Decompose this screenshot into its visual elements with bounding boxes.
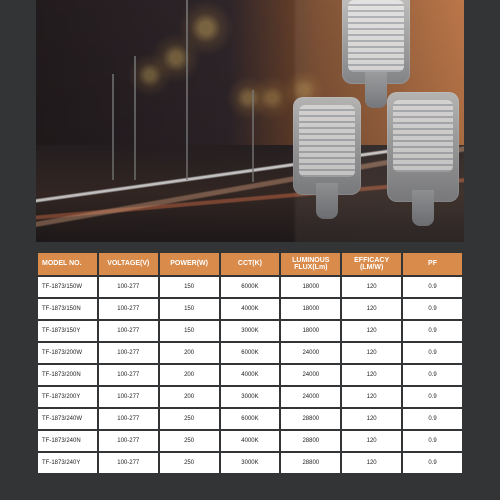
power-header: POWER(W) <box>160 253 219 275</box>
street-pole <box>252 90 254 182</box>
table-row <box>38 343 462 363</box>
pf-cell: 0.9 <box>403 343 462 363</box>
voltage-cell: 100-277 <box>99 431 158 451</box>
power-cell: 200 <box>160 343 219 363</box>
streetlight-fixture-top <box>342 0 410 84</box>
voltage-header: VOLTAGE(V) <box>99 253 158 275</box>
table-header-row <box>38 253 462 275</box>
voltage-cell: 100-277 <box>99 387 158 407</box>
efficacy-cell: 120 <box>342 277 401 297</box>
cct-cell: 3000K <box>221 453 280 473</box>
voltage-cell: 100-277 <box>99 343 158 363</box>
table-row <box>38 387 462 407</box>
street-pole <box>186 0 188 180</box>
power-cell: 150 <box>160 299 219 319</box>
power-cell: 200 <box>160 387 219 407</box>
efficacy-cell: 120 <box>342 431 401 451</box>
efficacy-cell: 120 <box>342 453 401 473</box>
specification-table-body <box>38 277 462 473</box>
streetlight-fixture-right <box>387 92 459 202</box>
voltage-cell: 100-277 <box>99 365 158 385</box>
cct-cell: 3000K <box>221 387 280 407</box>
pf-cell: 0.9 <box>403 409 462 429</box>
cct-cell: 4000K <box>221 299 280 319</box>
model-number-cell: TF-1873/150N <box>38 299 97 319</box>
luminous-flux-cell: 28800 <box>281 431 340 451</box>
pf-cell: 0.9 <box>403 321 462 341</box>
table-row <box>38 453 462 473</box>
streetlight-mount <box>365 72 387 108</box>
model-number-cell: TF-1873/240Y <box>38 453 97 473</box>
voltage-cell: 100-277 <box>99 453 158 473</box>
power-cell: 150 <box>160 321 219 341</box>
model-number-header: MODEL NO. <box>38 253 97 275</box>
power-cell: 250 <box>160 453 219 473</box>
pf-cell: 0.9 <box>403 277 462 297</box>
model-number-cell: TF-1873/240W <box>38 409 97 429</box>
spec-table-section <box>36 251 464 500</box>
pf-cell: 0.9 <box>403 453 462 473</box>
luminous-flux-cell: 18000 <box>281 299 340 319</box>
cct-cell: 6000K <box>221 409 280 429</box>
model-number-cell: TF-1873/200N <box>38 365 97 385</box>
pf-cell: 0.9 <box>403 431 462 451</box>
power-cell: 250 <box>160 431 219 451</box>
luminous-flux-cell: 28800 <box>281 453 340 473</box>
luminous-flux-cell: 24000 <box>281 343 340 363</box>
power-cell: 150 <box>160 277 219 297</box>
efficacy-cell: 120 <box>342 343 401 363</box>
efficacy-cell: 120 <box>342 387 401 407</box>
table-row <box>38 431 462 451</box>
luminous-flux-header: LUMINOUS FLUX(Lm) <box>281 253 340 275</box>
pf-header: PF <box>403 253 462 275</box>
streetlight-mount <box>412 190 434 226</box>
power-cell: 250 <box>160 409 219 429</box>
efficacy-header: EFFICACY (LM/W) <box>342 253 401 275</box>
table-row <box>38 299 462 319</box>
street-pole <box>112 74 114 180</box>
table-row <box>38 409 462 429</box>
streetlight-photo <box>36 0 464 242</box>
cct-cell: 4000K <box>221 365 280 385</box>
cct-header: CCT(K) <box>221 253 280 275</box>
table-row <box>38 365 462 385</box>
model-number-cell: TF-1873/240N <box>38 431 97 451</box>
efficacy-cell: 120 <box>342 299 401 319</box>
cct-cell: 4000K <box>221 431 280 451</box>
power-cell: 200 <box>160 365 219 385</box>
efficacy-cell: 120 <box>342 409 401 429</box>
voltage-cell: 100-277 <box>99 321 158 341</box>
specification-table <box>36 251 464 475</box>
pf-cell: 0.9 <box>403 365 462 385</box>
voltage-cell: 100-277 <box>99 299 158 319</box>
efficacy-cell: 120 <box>342 321 401 341</box>
model-number-cell: TF-1873/200W <box>38 343 97 363</box>
specification-table-header <box>38 253 462 275</box>
voltage-cell: 100-277 <box>99 409 158 429</box>
luminous-flux-cell: 24000 <box>281 365 340 385</box>
cct-cell: 6000K <box>221 277 280 297</box>
streetlight-led-panel <box>348 0 404 72</box>
luminous-flux-cell: 24000 <box>281 387 340 407</box>
efficacy-cell: 120 <box>342 365 401 385</box>
streetlight-led-panel <box>393 100 453 172</box>
model-number-cell: TF-1873/150W <box>38 277 97 297</box>
streetlight-led-panel <box>299 105 355 177</box>
luminous-flux-cell: 18000 <box>281 321 340 341</box>
pf-cell: 0.9 <box>403 299 462 319</box>
cct-cell: 6000K <box>221 343 280 363</box>
streetlight-fixture-left <box>293 97 361 195</box>
model-number-cell: TF-1873/150Y <box>38 321 97 341</box>
model-number-cell: TF-1873/200Y <box>38 387 97 407</box>
streetlight-mount <box>316 183 338 219</box>
pf-cell: 0.9 <box>403 387 462 407</box>
table-row <box>38 277 462 297</box>
table-row <box>38 321 462 341</box>
voltage-cell: 100-277 <box>99 277 158 297</box>
luminous-flux-cell: 18000 <box>281 277 340 297</box>
street-pole <box>134 56 136 180</box>
luminous-flux-cell: 28800 <box>281 409 340 429</box>
cct-cell: 3000K <box>221 321 280 341</box>
